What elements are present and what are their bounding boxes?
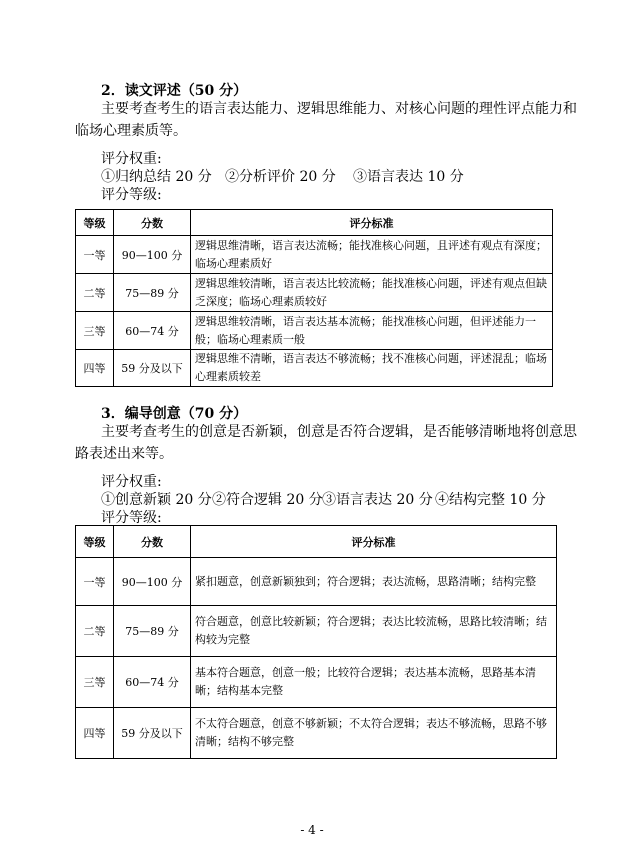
grade-level: 四等 bbox=[76, 708, 114, 759]
grade-score: 90—100 分 bbox=[114, 558, 191, 606]
table-row bbox=[76, 236, 553, 274]
grade-score: 60—74 分 bbox=[114, 657, 191, 708]
table-header-row bbox=[76, 210, 553, 236]
grade-criteria: 符合题意，创意比较新颖；符合逻辑；表达比较流畅，思路比较清晰；结构较为完整 bbox=[191, 606, 557, 657]
grade-criteria: 逻辑思维较清晰，语言表达基本流畅；能找准核心问题，但评述能力一般；临场心理素质一般 bbox=[191, 312, 553, 350]
section2-desc-line2: 临场心理素质等。 bbox=[75, 123, 187, 139]
grade-level: 二等 bbox=[76, 606, 114, 657]
section3-heading: 3．编导创意（70 分） bbox=[101, 406, 248, 422]
grade-score: 75—89 分 bbox=[114, 274, 191, 312]
section2-desc-line1: 主要考查考生的语言表达能力、逻辑思维能力、对核心问题的理性评点能力和 bbox=[101, 101, 577, 117]
grade-criteria: 不太符合题意，创意不够新颖；不太符合逻辑；表达不够流畅，思路不够清晰；结构不够完整 bbox=[191, 708, 557, 759]
grade-criteria: 基本符合题意，创意一般；比较符合逻辑；表达基本流畅，思路基本清晰；结构基本完整 bbox=[191, 657, 557, 708]
section2-grade-label: 评分等级: bbox=[101, 187, 162, 203]
page-number: - 4 - bbox=[300, 823, 324, 837]
grade-level: 三等 bbox=[76, 312, 114, 350]
section2-weight-3: ③语言表达 10 分 bbox=[353, 169, 464, 185]
section3-desc-line2: 路表述出来等。 bbox=[75, 446, 173, 462]
table-row bbox=[76, 657, 557, 708]
section2-weight-label: 评分权重: bbox=[101, 151, 162, 167]
grade-criteria: 逻辑思维较清晰，语言表达比较流畅；能找准核心问题，评述有观点但缺乏深度；临场心理素质较好 bbox=[191, 274, 553, 312]
section2-weight-2: ②分析评价 20 分 bbox=[225, 169, 336, 185]
grade-level: 一等 bbox=[76, 558, 114, 606]
table-row bbox=[76, 558, 557, 606]
grade-level: 四等 bbox=[76, 350, 114, 387]
header-score: 分数 bbox=[114, 526, 191, 558]
section3-desc-line1: 主要考查考生的创意是否新颖，创意是否符合逻辑，是否能够清晰地将创意思 bbox=[101, 424, 577, 440]
section3-weight-2: ②符合逻辑 20 分 bbox=[212, 492, 323, 508]
grade-level: 二等 bbox=[76, 274, 114, 312]
grade-level: 三等 bbox=[76, 657, 114, 708]
header-level: 等级 bbox=[76, 210, 114, 236]
section3-weight-4: ④结构完整 10 分 bbox=[435, 492, 546, 508]
section2-weight-1: ①归纳总结 20 分 bbox=[101, 169, 212, 185]
section3-weight-3: ③语言表达 20 分 bbox=[322, 492, 433, 508]
header-level: 等级 bbox=[76, 526, 114, 558]
header-score: 分数 bbox=[114, 210, 191, 236]
section3-grade-label: 评分等级: bbox=[101, 510, 162, 526]
table-row bbox=[76, 350, 553, 387]
grade-score: 59 分及以下 bbox=[114, 708, 191, 759]
grade-score: 59 分及以下 bbox=[114, 350, 191, 387]
grade-score: 60—74 分 bbox=[114, 312, 191, 350]
section2-grade-table bbox=[75, 209, 553, 387]
grade-score: 75—89 分 bbox=[114, 606, 191, 657]
grade-criteria: 逻辑思维不清晰，语言表达不够流畅；找不准核心问题，评述混乱；临场心理素质较差 bbox=[191, 350, 553, 387]
table-row bbox=[76, 274, 553, 312]
grade-criteria: 逻辑思维清晰，语言表达流畅；能找准核心问题，且评述有观点有深度；临场心理素质好 bbox=[191, 236, 553, 274]
grade-criteria: 紧扣题意，创意新颖独到；符合逻辑；表达流畅，思路清晰；结构完整 bbox=[191, 558, 557, 606]
section2-heading: 2．读文评述（50 分） bbox=[101, 83, 248, 99]
section3-grade-table bbox=[75, 525, 557, 759]
section3-weight-1: ①创意新颖 20 分 bbox=[101, 492, 212, 508]
header-criteria: 评分标准 bbox=[191, 210, 553, 236]
header-criteria: 评分标准 bbox=[191, 526, 557, 558]
grade-score: 90—100 分 bbox=[114, 236, 191, 274]
grade-level: 一等 bbox=[76, 236, 114, 274]
table-row bbox=[76, 708, 557, 759]
table-row bbox=[76, 606, 557, 657]
table-row bbox=[76, 312, 553, 350]
table-header-row bbox=[76, 526, 557, 558]
section3-weight-label: 评分权重: bbox=[101, 474, 162, 490]
